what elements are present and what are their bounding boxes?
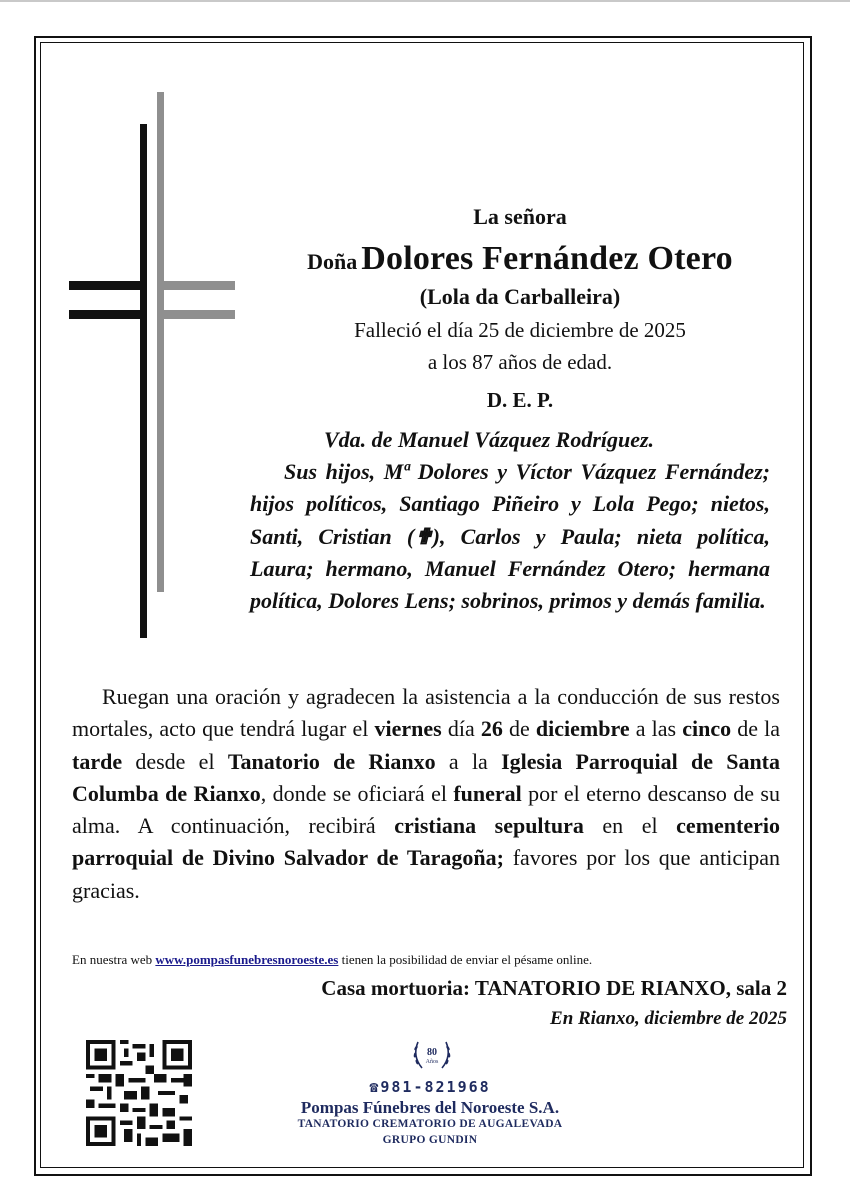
anniversary-laurel-icon [410, 1036, 454, 1076]
intro-line: La señora [473, 204, 567, 229]
phone-icon: ☎ [369, 1078, 381, 1096]
deceased-name: Dolores Fernández Otero [361, 240, 733, 277]
website-link[interactable]: www.pompasfunebresnoroeste.es [155, 952, 339, 967]
dep-line: D. E. P. [486, 388, 554, 412]
death-date: Falleció el día 25 de diciembre de 2025 [354, 318, 686, 342]
group-name: GRUPO GUNDIN [382, 1134, 478, 1146]
nickname: (Lola da Carballeira) [419, 284, 621, 309]
deceased-name-line [240, 240, 800, 278]
age-line: a los 87 años de edad. [427, 350, 613, 374]
family-members: Sus hijos, Mª Dolores y Víctor Vázquez Fernández; hijos políticos, Santiago Piñeiro y Lola Pego; nietos, Santi, Cristian (✟), Carlos y Paula; nieta política, Laura; hermano, Manuel Fernández Otero; hermana política, Dolores Lens; sobrinos, primos y demás familia. [250, 459, 770, 614]
widow-of: Vda. de Manuel Vázquez Rodríguez. [324, 427, 655, 452]
place-date: En Rianxo, diciembre de 2025 [550, 1008, 787, 1029]
top-divider [0, 0, 850, 2]
svg-text:Años: Años [425, 1059, 439, 1065]
qr-code-icon[interactable] [86, 1040, 192, 1146]
family-list [250, 424, 770, 617]
crematorium-name: TANATORIO CREMATORIO DE AUGALEVADA [297, 1118, 563, 1130]
casa-mortuoria: Casa mortuoria: TANATORIO DE RIANXO, sala 2 [321, 976, 787, 1000]
svg-text:80: 80 [427, 1047, 437, 1058]
funeral-details: Ruegan una oración y agradecen la asistencia a la conducción de sus restos mortales, acto que tendrá lugar el viernes día 26 de diciembre a las cinco de la tarde desde el Tanatorio de Rianxo a la Iglesia Parroquial de Santa Columba de Rianxo, donde se oficiará el funeral por el eterno descanso de su alma. A continuación, recibirá cristiana sepultura en el cementerio parroquial de Divino Salvador de Taragoña; favores por los que anticipan gracias. [72, 684, 781, 903]
deceased-cross-icon: ✟ [414, 523, 433, 549]
company-name: Pompas Fúnebres del Noroeste S.A. [300, 1098, 560, 1117]
web-notice: En nuestra web www.pompasfunebresnoroeste.es tienen la posibilidad de enviar el pésame online. [72, 952, 593, 967]
title-prefix: Doña [307, 249, 358, 274]
phone-number: ☎981-821968 [369, 1078, 491, 1096]
